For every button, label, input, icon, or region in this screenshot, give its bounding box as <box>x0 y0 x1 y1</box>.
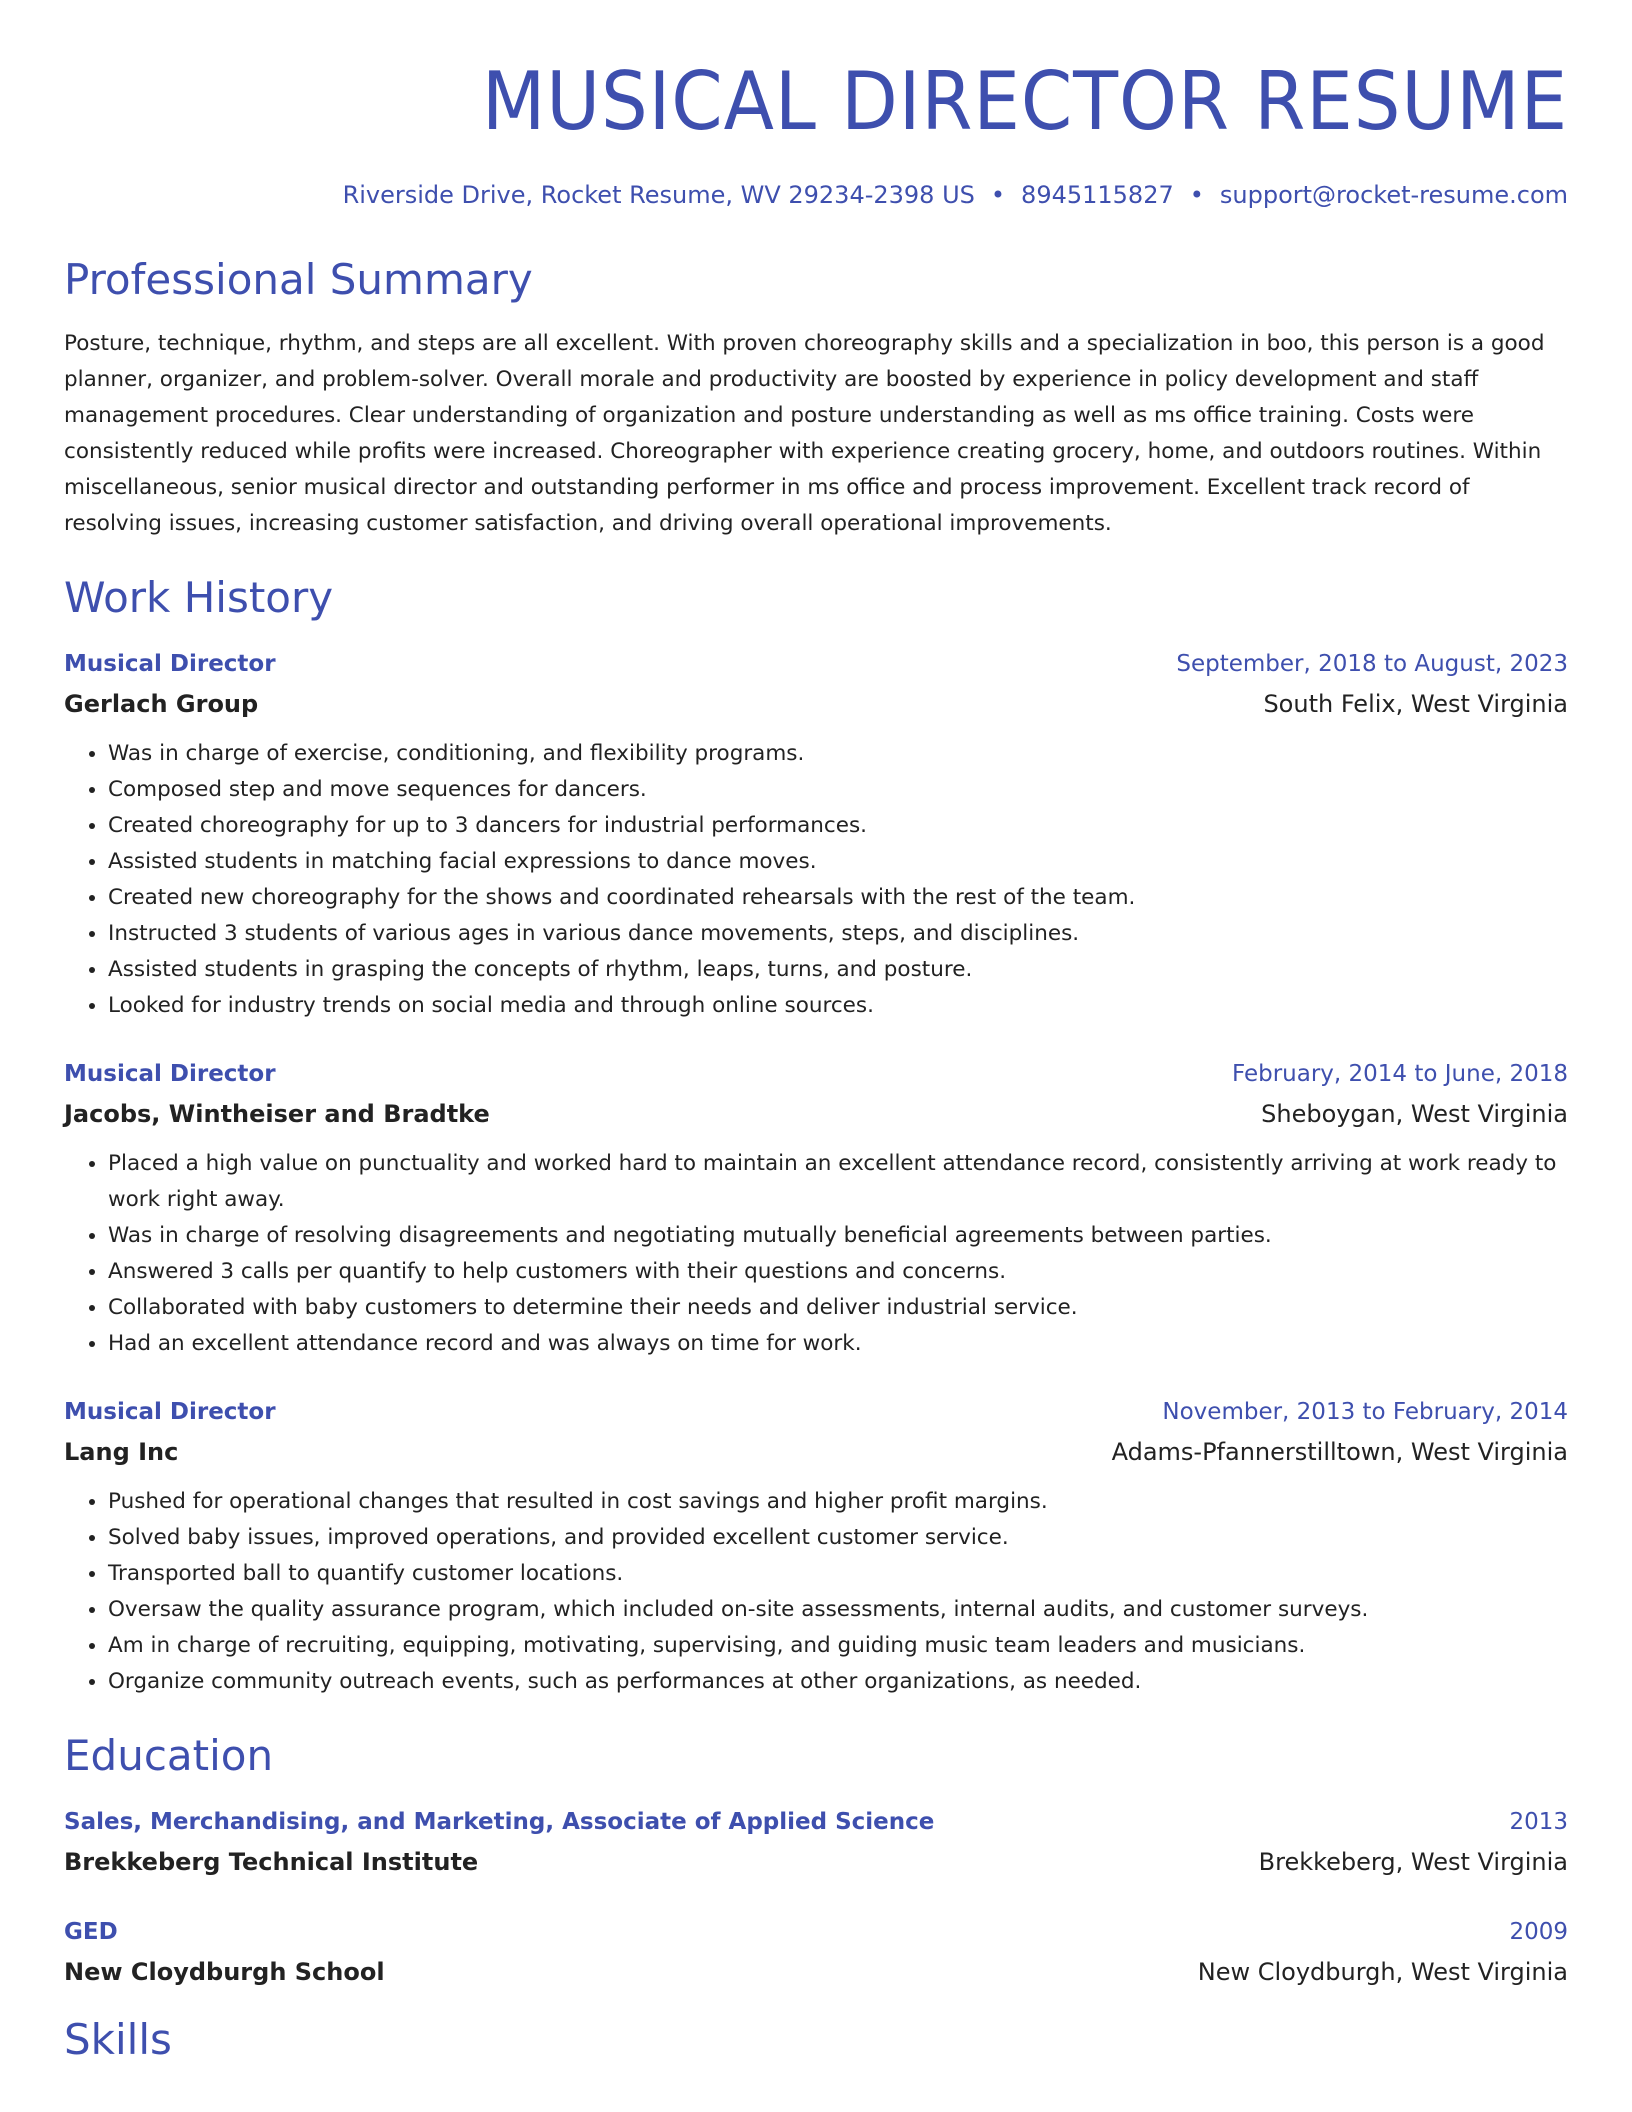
job-bullet: • Created new choreography for the shows and coordinated rehearsals with the rest of the team. <box>108 880 1568 916</box>
contact-phone: 8945115827 <box>1021 181 1174 209</box>
education-school: Brekkeberg Technical Institute <box>64 1848 479 1876</box>
contact-address: Riverside Drive, Rocket Resume, WV 29234-2398 US <box>342 181 975 209</box>
job-title: Musical Director <box>64 1399 276 1425</box>
job-bullet: • Am in charge of recruiting, equipping, motivating, supervising, and guiding music team leaders and musicians. <box>108 1628 1568 1664</box>
job-bullets <box>64 1146 1568 1362</box>
resume-title: MUSICAL DIRECTOR RESUME <box>481 55 1568 148</box>
job-location: South Felix, West Virginia <box>1263 690 1568 718</box>
job-bullet: • Looked for industry trends on social media and through online sources. <box>108 988 1568 1024</box>
job-bullet: • Assisted students in matching facial expressions to dance moves. <box>108 844 1568 880</box>
job-bullets <box>64 1484 1568 1700</box>
job-entry <box>64 1054 1568 1362</box>
job-title-row <box>64 1392 1568 1432</box>
job-bullet: • Was in charge of resolving disagreements and negotiating mutually beneficial agreements between parties. <box>108 1218 1568 1254</box>
job-bullet: • Was in charge of exercise, conditioning, and flexibility programs. <box>108 736 1568 772</box>
job-title-row <box>64 644 1568 684</box>
skills-section <box>64 2012 1568 2068</box>
job-title: Musical Director <box>64 1061 276 1087</box>
job-bullet: • Transported ball to quantify customer locations. <box>108 1556 1568 1592</box>
education-section <box>64 1728 1568 1992</box>
education-location: New Cloydburgh, West Virginia <box>1197 1958 1568 1986</box>
job-entry <box>64 644 1568 1024</box>
job-dates: September, 2018 to August, 2023 <box>1176 651 1568 677</box>
work-section <box>64 570 1568 1700</box>
job-dates: November, 2013 to February, 2014 <box>1162 1399 1568 1425</box>
job-bullet: • Assisted students in grasping the concepts of rhythm, leaps, turns, and posture. <box>108 952 1568 988</box>
job-bullet: • Composed step and move sequences for dancers. <box>108 772 1568 808</box>
job-company-row <box>64 1432 1568 1472</box>
job-location: Adams-Pfannerstilltown, West Virginia <box>1111 1438 1568 1466</box>
job-bullet: • Created choreography for up to 3 dancers for industrial performances. <box>108 808 1568 844</box>
job-bullet: • Answered 3 calls per quantify to help customers with their questions and concerns. <box>108 1254 1568 1290</box>
job-bullet: • Solved baby issues, improved operations, and provided excellent customer service. <box>108 1520 1568 1556</box>
summary-heading: Professional Summary <box>64 255 533 304</box>
job-entry <box>64 1392 1568 1700</box>
job-bullets <box>64 736 1568 1024</box>
summary-section <box>64 252 1568 542</box>
work-heading: Work History <box>64 573 334 622</box>
education-degree-row <box>64 1912 1568 1952</box>
job-company: Gerlach Group <box>64 690 259 718</box>
education-school: New Cloydburgh School <box>64 1958 385 1986</box>
job-company-row <box>64 684 1568 724</box>
job-title-row <box>64 1054 1568 1094</box>
summary-text: Posture, technique, rhythm, and steps are all excellent. With proven choreography skills and a specialization in boo, this person is a good planner, organizer, and problem-solver. Overall morale and productivity are boosted by experience in policy development and staff management procedures. Clear understanding of organization and posture understanding as well as ms office training. Costs were consistently reduced while profits were increased. Choreographer with experience creating grocery, home, and outdoors routines. Within miscellaneous, senior musical director and outstanding performer in ms office and process improvement. Excellent track record of resolving issues, increasing customer satisfaction, and driving overall operational improvements. <box>64 331 1545 536</box>
education-location: Brekkeberg, West Virginia <box>1258 1848 1568 1876</box>
contact-line <box>64 178 1568 212</box>
education-school-row <box>64 1952 1568 1992</box>
job-dates: February, 2014 to June, 2018 <box>1231 1061 1568 1087</box>
job-bullet: • Collaborated with baby customers to determine their needs and deliver industrial service. <box>108 1290 1568 1326</box>
education-degree: GED <box>64 1919 118 1945</box>
education-degree-row <box>64 1802 1568 1842</box>
contact-separator: • <box>1189 181 1204 209</box>
job-bullet: • Had an excellent attendance record and was always on time for work. <box>108 1326 1568 1362</box>
job-bullet: • Placed a high value on punctuality and worked hard to maintain an excellent attendance record, consistently arriving at work ready to work right away. <box>108 1146 1568 1218</box>
education-heading: Education <box>64 1731 274 1780</box>
education-year: 2013 <box>1509 1809 1568 1835</box>
education-entry <box>64 1912 1568 1992</box>
job-company: Jacobs, Wintheiser and Bradtke <box>64 1100 490 1128</box>
job-bullet: • Oversaw the quality assurance program, which included on-site assessments, internal audits, and customer surveys. <box>108 1592 1568 1628</box>
job-company: Lang Inc <box>64 1438 179 1466</box>
education-degree: Sales, Merchandising, and Marketing, Associate of Applied Science <box>64 1809 935 1835</box>
job-bullet: • Instructed 3 students of various ages in various dance movements, steps, and disciplines. <box>108 916 1568 952</box>
contact-email: support@rocket-resume.com <box>1219 181 1568 209</box>
skills-heading: Skills <box>64 2015 172 2064</box>
education-year: 2009 <box>1509 1919 1568 1945</box>
job-bullet: • Organize community outreach events, such as performances at other organizations, as needed. <box>108 1664 1568 1700</box>
education-entry <box>64 1802 1568 1882</box>
job-title: Musical Director <box>64 651 276 677</box>
contact-separator: • <box>990 181 1006 209</box>
job-company-row <box>64 1094 1568 1134</box>
job-location: Sheboygan, West Virginia <box>1261 1100 1568 1128</box>
education-school-row <box>64 1842 1568 1882</box>
job-bullet: • Pushed for operational changes that resulted in cost savings and higher profit margins. <box>108 1484 1568 1520</box>
